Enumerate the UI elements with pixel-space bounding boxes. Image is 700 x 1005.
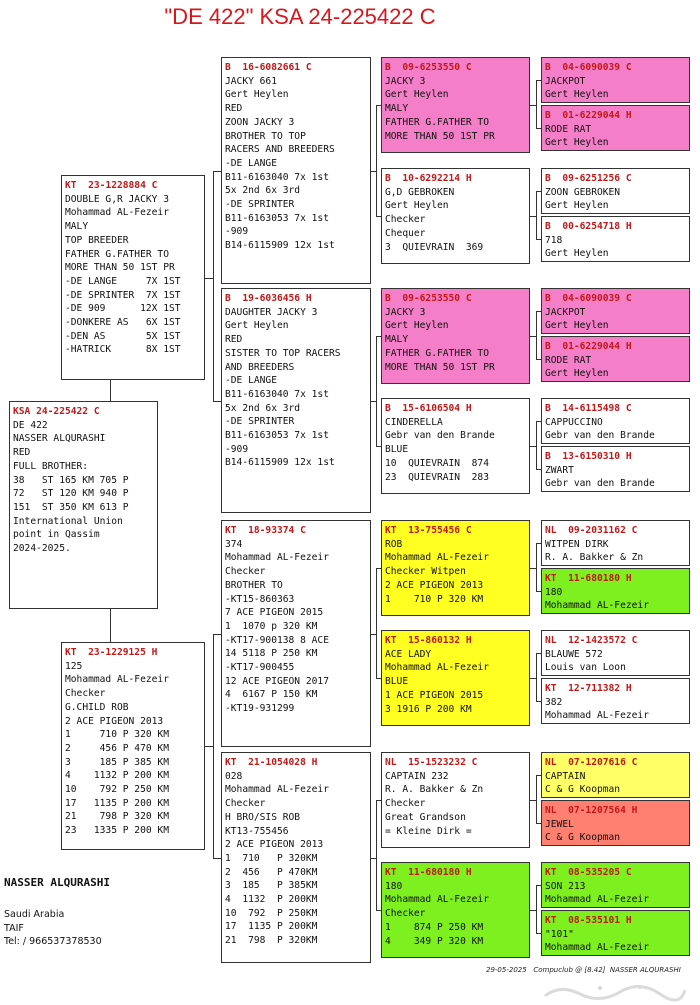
pigeon-info-line: DE 422 [13,419,48,431]
ring-number: B 15-6106504 H [385,403,472,414]
pigeon-info-line: point in Qassim [13,529,100,541]
ring-number: KT 23-1228884 C [65,180,158,191]
pigeon-info-line: 23 1335 P 200 KM [65,825,169,837]
owner-country: Saudi Arabia [4,909,65,920]
pigeon-info-line: Gert Heylen [225,320,289,332]
pigeon-card-g8 [541,446,690,492]
pigeon-info-line: Mohammad AL-Fezeir [385,894,489,906]
pigeon-info-line: -DE SPRINTER [225,199,295,211]
pigeon-info-line: Gert Heylen [385,200,449,212]
pigeon-info-line: FULL BROTHER: [13,460,89,472]
ring-number: KT 08-535101 H [545,915,632,926]
pigeon-info-line: 180 [385,880,403,892]
pigeon-info-line: 5x 2nd 6x 3rd [225,402,301,414]
pigeon-info-line: 10 792 P 250KM [225,907,318,919]
pigeon-info-line: Louis van Loon [545,662,626,674]
ring-number: NL 07-1207616 C [545,757,638,768]
pigeon-card-sss [381,57,530,153]
pigeon-info-line: ZWART [545,464,574,476]
pigeon-info-line: B14-6115909 12x 1st [225,457,335,469]
pigeon-info-line: Mohammad AL-Fezeir [225,784,329,796]
pigeon-info-line: 10 792 P 250 KM [65,784,169,796]
pigeon-info-line: BLAUWE 572 [545,648,603,660]
pigeon-info-line: 3 QUIEVRAIN 369 [385,241,484,253]
pigeon-info-line: 21 798 P 320 KM [65,811,169,823]
pigeon-info-line: ZOON GEBROKEN [545,186,621,198]
pigeon-info-line: Chequer [385,227,426,239]
pigeon-info-line: 382 [545,696,563,708]
pigeon-info-line: Mohammad AL-Fezeir [65,207,169,219]
pigeon-info-line: Gert Heylen [545,200,609,212]
pigeon-info-line: 4 6167 P 150 KM [225,689,318,701]
pigeon-info-line: 1 ACE PIGEON 2015 [385,689,484,701]
pigeon-info-line: C & G Koopman [545,784,621,796]
pigeon-info-line: Gebr van den Brande [545,430,655,442]
pigeon-card-ddd [381,862,530,958]
pigeon-info-line: MORE THAN 50 1ST PR [385,361,495,373]
pigeon-info-line: 1 1070 p 320 KM [225,620,318,632]
connector-line [376,568,377,679]
pigeon-info-line: Checker [385,908,426,920]
pigeon-card-g3 [541,168,690,214]
pigeon-info-line: SON 213 [545,880,586,892]
pigeon-card-ssd [381,168,530,264]
pigeon-card-g1 [541,57,690,103]
pigeon-info-line: -DE SPRINTER 7X 1ST [65,289,181,301]
pigeon-info-line: 180 [545,586,563,598]
connector-line [205,278,213,279]
pigeon-card-g10 [541,568,690,614]
pigeon-info-line: ACE LADY [385,648,432,660]
pigeon-info-line: MORE THAN 50 1ST PR [65,262,175,274]
pigeon-info-line: -909 [225,226,249,238]
connector-line [213,634,221,635]
pigeon-card-g11 [541,630,690,676]
connector-line [536,653,537,702]
ring-number: B 00-6254718 H [545,221,632,232]
pigeon-info-line: 1 710 P 320 KM [65,729,169,741]
ring-number: B 04-6090039 C [545,62,632,73]
pigeon-info-line: DOUBLE G,R JACKY 3 [65,193,169,205]
pigeon-info-line: Mohammad AL-Fezeir [545,600,649,612]
connector-line [536,191,537,240]
ring-number: B 09-6251256 C [545,173,632,184]
pigeon-info-line: Checker [385,214,426,226]
pigeon-info-line: Mohammad AL-Fezeir [545,942,649,954]
connector-line [213,858,221,859]
pigeon-info-line: MALY [65,221,89,233]
pigeon-card-g7 [541,398,690,444]
pigeon-info-line: 374 [225,538,243,550]
pigeon-info-line: 72 ST 120 KM 940 P [13,488,129,500]
pigeon-info-line: -KT17-900138 8 ACE [225,634,329,646]
ring-number: NL 12-1423572 C [545,635,638,646]
pigeon-info-line: CAPPUCCINO [545,416,603,428]
pigeon-info-line: 12 ACE PIGEON 2017 [225,675,329,687]
pigeon-info-line: = Kleine Dirk = [385,825,472,837]
pigeon-info-line: "101" [545,928,574,940]
connector-line [536,885,537,934]
pigeon-info-line: FATHER G.FATHER TO [65,248,169,260]
pigeon-info-line: International Union [13,515,123,527]
pigeon-info-line: JACKY 661 [225,75,277,87]
pigeon-info-line: MALY [385,103,409,115]
pigeon-info-line: AND BREEDERS [225,361,295,373]
pigeon-info-line: 2 ACE PIGEON 2013 [385,579,484,591]
pigeon-info-line: CAPTAIN 232 [385,770,449,782]
pigeon-info-line: 2 ACE PIGEON 2013 [225,839,324,851]
pigeon-info-line: 3 185 P 385 KM [65,756,169,768]
pigeon-info-line: 1 710 P 320 KM [385,593,484,605]
pigeon-info-line: 5x 2nd 6x 3rd [225,185,301,197]
pigeon-card-ss [221,57,371,284]
pigeon-info-line: 10 QUIEVRAIN 874 [385,457,489,469]
connector-line [213,171,214,402]
pigeon-info-line: 2 ACE PIGEON 2013 [65,715,164,727]
pigeon-info-line: RED [225,334,243,346]
pigeon-info-line: TOP BREEDER [65,234,129,246]
pigeon-info-line: -DE 909 12X 1ST [65,303,181,315]
pigeon-info-line: 718 [545,234,563,246]
pigeon-card-g5 [541,288,690,334]
pigeon-info-line: G.CHILD ROB [65,701,129,713]
connector-line [536,775,537,824]
pigeon-info-line: 3 1916 P 200 KM [385,703,472,715]
pigeon-card-dss [381,520,530,616]
pigeon-card-sd [221,288,371,513]
pigeon-info-line: WITPEN DIRK [545,538,609,550]
pigeon-info-line: 151 ST 350 KM 613 P [13,501,129,513]
pigeon-info-line: FATHER G.FATHER TO [385,116,489,128]
pigeon-info-line: Checker [225,566,266,578]
pigeon-card-ds [221,520,371,747]
pigeon-info-line: B11-6163053 7x 1st [225,212,329,224]
ring-number: KT 11-680180 H [545,573,632,584]
pigeon-info-line: 14 5118 P 250 KM [225,648,318,660]
pigeon-card-sire [61,175,205,380]
pigeon-info-line: JACKPOT [545,75,586,87]
pigeon-info-line: -KT15-860363 [225,593,295,605]
connector-line [205,746,213,747]
pigeon-info-line: Checker [385,798,426,810]
ring-number: B 01-6229044 H [545,110,632,121]
watermark-logo [540,982,690,1002]
pigeon-info-line: Gert Heylen [545,248,609,260]
pigeon-info-line: BROTHER TO TOP [225,130,306,142]
connector-line [536,80,537,129]
ring-number: B 09-6253550 C [385,293,472,304]
pigeon-info-line: Checker Witpen [385,566,466,578]
pigeon-info-line: B11-6163040 7x 1st [225,171,329,183]
ring-number: B 04-6090039 C [545,293,632,304]
pigeon-info-line: B14-6115909 12x 1st [225,240,335,252]
pigeon-info-line: MALY [385,334,409,346]
pigeon-info-line: RACERS AND BREEDERS [225,144,335,156]
pigeon-info-line: 028 [225,770,243,782]
ring-number: KT 23-1229125 H [65,647,158,658]
ring-number: KT 15-860132 H [385,635,472,646]
pigeon-info-line: R. A. Bakker & Zn [545,552,644,564]
pedigree-title: "DE 422" KSA 24-225422 C [164,4,436,29]
pigeon-card-g6 [541,336,690,382]
pigeon-info-line: -KT19-931299 [225,703,295,715]
pigeon-info-line: -KT17-900455 [225,662,295,674]
pigeon-info-line: JACKPOT [545,306,586,318]
ring-number: B 01-6229044 H [545,341,632,352]
pigeon-info-line: -DE LANGE 7X 1ST [65,275,181,287]
pigeon-info-line: 1 710 P 320KM [225,852,318,864]
ring-number: NL 09-2031162 C [545,525,638,536]
pigeon-info-line: R. A. Bakker & Zn [385,784,484,796]
ring-number: B 19-6036456 H [225,293,312,304]
pigeon-info-line: G,D GEBROKEN [385,186,455,198]
owner-tel: Tel: / 966537378530 [4,936,102,947]
footer-print-info: 29-05-2025 Compuclub @ [8.42] NASSER ALQURASHI [486,966,681,974]
pigeon-card-g4 [541,216,690,262]
pigeon-info-line: FATHER G.FATHER TO [385,347,489,359]
pigeon-info-line: -DE LANGE [225,157,277,169]
pigeon-info-line: Checker [225,798,266,810]
ring-number: B 10-6292214 H [385,173,472,184]
pigeon-info-line: Gert Heylen [385,89,449,101]
pigeon-info-line: BLUE [385,676,409,688]
pigeon-info-line: 3 185 P 385KM [225,880,318,892]
connector-line [536,543,537,592]
pigeon-info-line: 4 349 P 320 KM [385,935,484,947]
pigeon-info-line: -DE SPRINTER [225,416,295,428]
pigeon-info-line: KT13-755456 [225,825,289,837]
ring-number: KT 21-1054028 H [225,757,318,768]
ring-number: NL 07-1207564 H [545,805,638,816]
pigeon-card-dam [61,642,205,850]
pigeon-info-line: Gert Heylen [545,89,609,101]
pigeon-info-line: 4 1132 P 200 KM [65,770,169,782]
connector-line [376,105,377,217]
pigeon-info-line: 17 1135 P 200KM [225,921,318,933]
pigeon-info-line: Checker [65,688,106,700]
pigeon-info-line: Mohammad AL-Fezeir [65,674,169,686]
pigeon-info-line: C & G Koopman [545,832,621,844]
connector-line [536,421,537,470]
owner-name: NASSER ALQURASHI [4,876,110,889]
pigeon-info-line: Gert Heylen [545,137,609,149]
connector-line [213,171,221,172]
pigeon-info-line: 17 1135 P 200 KM [65,797,169,809]
pigeon-info-line: Mohammad AL-Fezeir [225,552,329,564]
ring-number: B 09-6253550 C [385,62,472,73]
pigeon-info-line: 23 QUIEVRAIN 283 [385,471,489,483]
pigeon-card-g15 [541,862,690,908]
pigeon-card-g14 [541,800,690,846]
owner-contact [4,908,102,949]
ring-number: B 16-6082661 C [225,62,312,73]
pigeon-info-line: 21 798 P 320KM [225,935,318,947]
pigeon-card-g9 [541,520,690,566]
pigeon-info-line: Gert Heylen [225,89,289,101]
pigeon-info-line: ZOON JACKY 3 [225,116,295,128]
pigeon-info-line: Gebr van den Brande [385,430,495,442]
pigeon-card-sdd [381,398,530,494]
pigeon-info-line: Gert Heylen [545,320,609,332]
ring-number: B 13-6150310 H [545,451,632,462]
pigeon-card-subject [9,401,158,609]
pigeon-info-line: -DEN AS 5X 1ST [65,330,181,342]
ring-number: KT 12-711382 H [545,683,632,694]
pigeon-info-line: RODE RAT [545,123,592,135]
pigeon-info-line: Mohammad AL-Fezeir [545,894,649,906]
ring-number: KSA 24-225422 C [13,406,100,417]
pigeon-info-line: -HATRICK 8X 1ST [65,344,181,356]
pigeon-info-line: RED [13,447,31,459]
pigeon-card-g16 [541,910,690,956]
ring-number: B 14-6115498 C [545,403,632,414]
pigeon-info-line: CINDERELLA [385,416,443,428]
pigeon-info-line: Mohammad AL-Fezeir [545,710,649,722]
pigeon-info-line: DAUGHTER JACKY 3 [225,306,318,318]
pigeon-info-line: Gert Heylen [385,320,449,332]
ring-number: KT 13-755456 C [385,525,472,536]
connector-line [536,311,537,360]
pigeon-info-line: RED [225,103,243,115]
pigeon-info-line: MORE THAN 50 1ST PR [385,130,495,142]
pigeon-info-line: -909 [225,443,249,455]
pigeon-info-line: Mohammad AL-Fezeir [385,662,489,674]
connector-line [376,800,377,911]
ring-number: KT 08-535205 C [545,867,632,878]
ring-number: KT 11-680180 H [385,867,472,878]
pigeon-card-sds [381,288,530,384]
pigeon-info-line: 2024-2025. [13,543,71,555]
pigeon-info-line: Gebr van den Brande [545,478,655,490]
pigeon-info-line: RODE RAT [545,354,592,366]
pigeon-info-line: H BRO/SIS ROB [225,811,301,823]
pigeon-card-g12 [541,678,690,724]
pigeon-info-line: Mohammad AL-Fezeir [385,552,489,564]
pigeon-info-line: BROTHER TO [225,579,283,591]
pigeon-info-line: Great Grandson [385,811,466,823]
connector-line [213,634,214,859]
pigeon-info-line: 1 874 P 250 KM [385,921,484,933]
pigeon-info-line: JACKY 3 [385,306,426,318]
pigeon-card-g13 [541,752,690,798]
pigeon-info-line: NASSER ALQURASHI [13,433,106,445]
ring-number: KT 18-93374 C [225,525,306,536]
pigeon-info-line: -DONKERE AS 6X 1ST [65,317,181,329]
pigeon-info-line: BLUE [385,444,409,456]
pigeon-info-line: 38 ST 165 KM 705 P [13,474,129,486]
pigeon-card-dsd [381,630,530,726]
pigeon-card-dds [381,752,530,848]
pigeon-info-line: SISTER TO TOP RACERS [225,347,341,359]
pigeon-info-line: 4 1132 P 200KM [225,894,318,906]
pigeon-info-line: JEWEL [545,818,574,830]
owner-city: TAIF [4,922,24,934]
pigeon-info-line: Gert Heylen [545,368,609,380]
ring-number: NL 15-1523232 C [385,757,478,768]
pigeon-info-line: 125 [65,660,83,672]
pigeon-info-line: B11-6163053 7x 1st [225,430,329,442]
pigeon-info-line: 7 ACE PIGEON 2015 [225,607,324,619]
pigeon-card-dd [221,752,371,963]
pigeon-info-line: -DE LANGE [225,375,277,387]
pigeon-card-g2 [541,105,690,151]
connector-line [376,336,377,447]
pigeon-info-line: 2 456 P 470 KM [65,742,169,754]
pigeon-info-line: JACKY 3 [385,75,426,87]
pigeon-info-line: B11-6163040 7x 1st [225,388,329,400]
pigeon-info-line: ROB [385,538,403,550]
connector-line [213,401,221,402]
pigeon-info-line: 2 456 P 470KM [225,866,318,878]
pigeon-info-line: CAPTAIN [545,770,586,782]
